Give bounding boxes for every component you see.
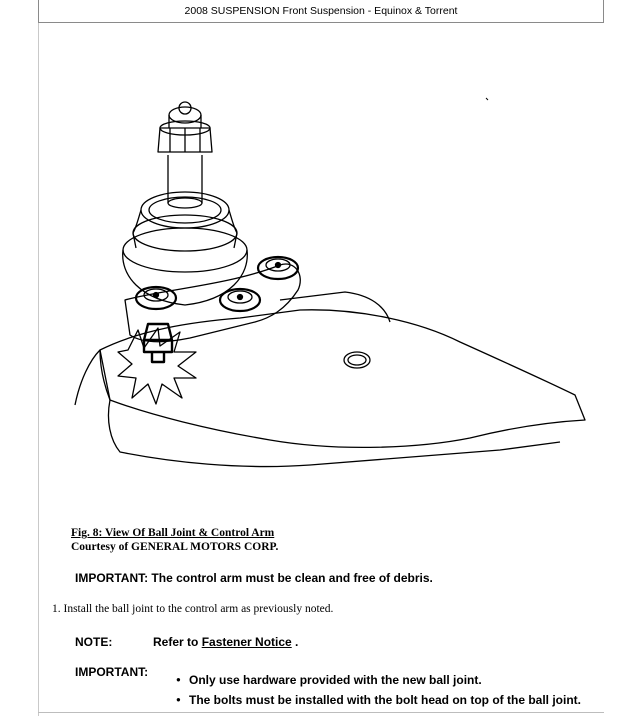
fastener-notice-link[interactable]: Fastener Notice (201, 635, 292, 649)
note-label: NOTE: (75, 635, 113, 649)
step-number: 1. (52, 603, 61, 615)
page-margin-line (38, 0, 39, 716)
figure-caption (71, 526, 278, 554)
note-text (153, 635, 298, 649)
figure-credit: Courtesy of GENERAL MOTORS CORP. (71, 541, 279, 553)
ball-joint-housing (123, 228, 247, 272)
step-text: Install the ball joint to the control arm as previously noted. (63, 603, 334, 615)
ball-joint-flange (125, 264, 300, 342)
note-prefix: Refer to (153, 635, 202, 649)
list-item: ● Only use hardware provided with the new ball joint. (176, 670, 581, 690)
page-footer-line (38, 712, 604, 713)
list-item: ● The bolts must be installed with the bolt head on top of the ball joint. (176, 690, 581, 710)
bolt-head-left (136, 287, 176, 309)
header-title: 2008 SUSPENSION Front Suspension - Equinox & Torrent (184, 5, 458, 17)
important-bullet-list (176, 670, 581, 710)
procedure-step (52, 603, 333, 615)
bolt-head-right (220, 289, 260, 311)
bolt-head-rear (258, 257, 298, 279)
ball-joint-stud (168, 155, 202, 203)
note-suffix: . (291, 635, 299, 649)
figure-label: Fig. 8: View Of Ball Joint & Control Arm (71, 527, 275, 539)
ball-joint-illustration (40, 60, 600, 520)
important-label-2: IMPORTANT: (75, 665, 149, 679)
important-notice-1: IMPORTANT: The control arm must be clean and free of debris. (75, 571, 433, 585)
control-arm-outline (100, 310, 585, 448)
page-header (38, 0, 604, 23)
